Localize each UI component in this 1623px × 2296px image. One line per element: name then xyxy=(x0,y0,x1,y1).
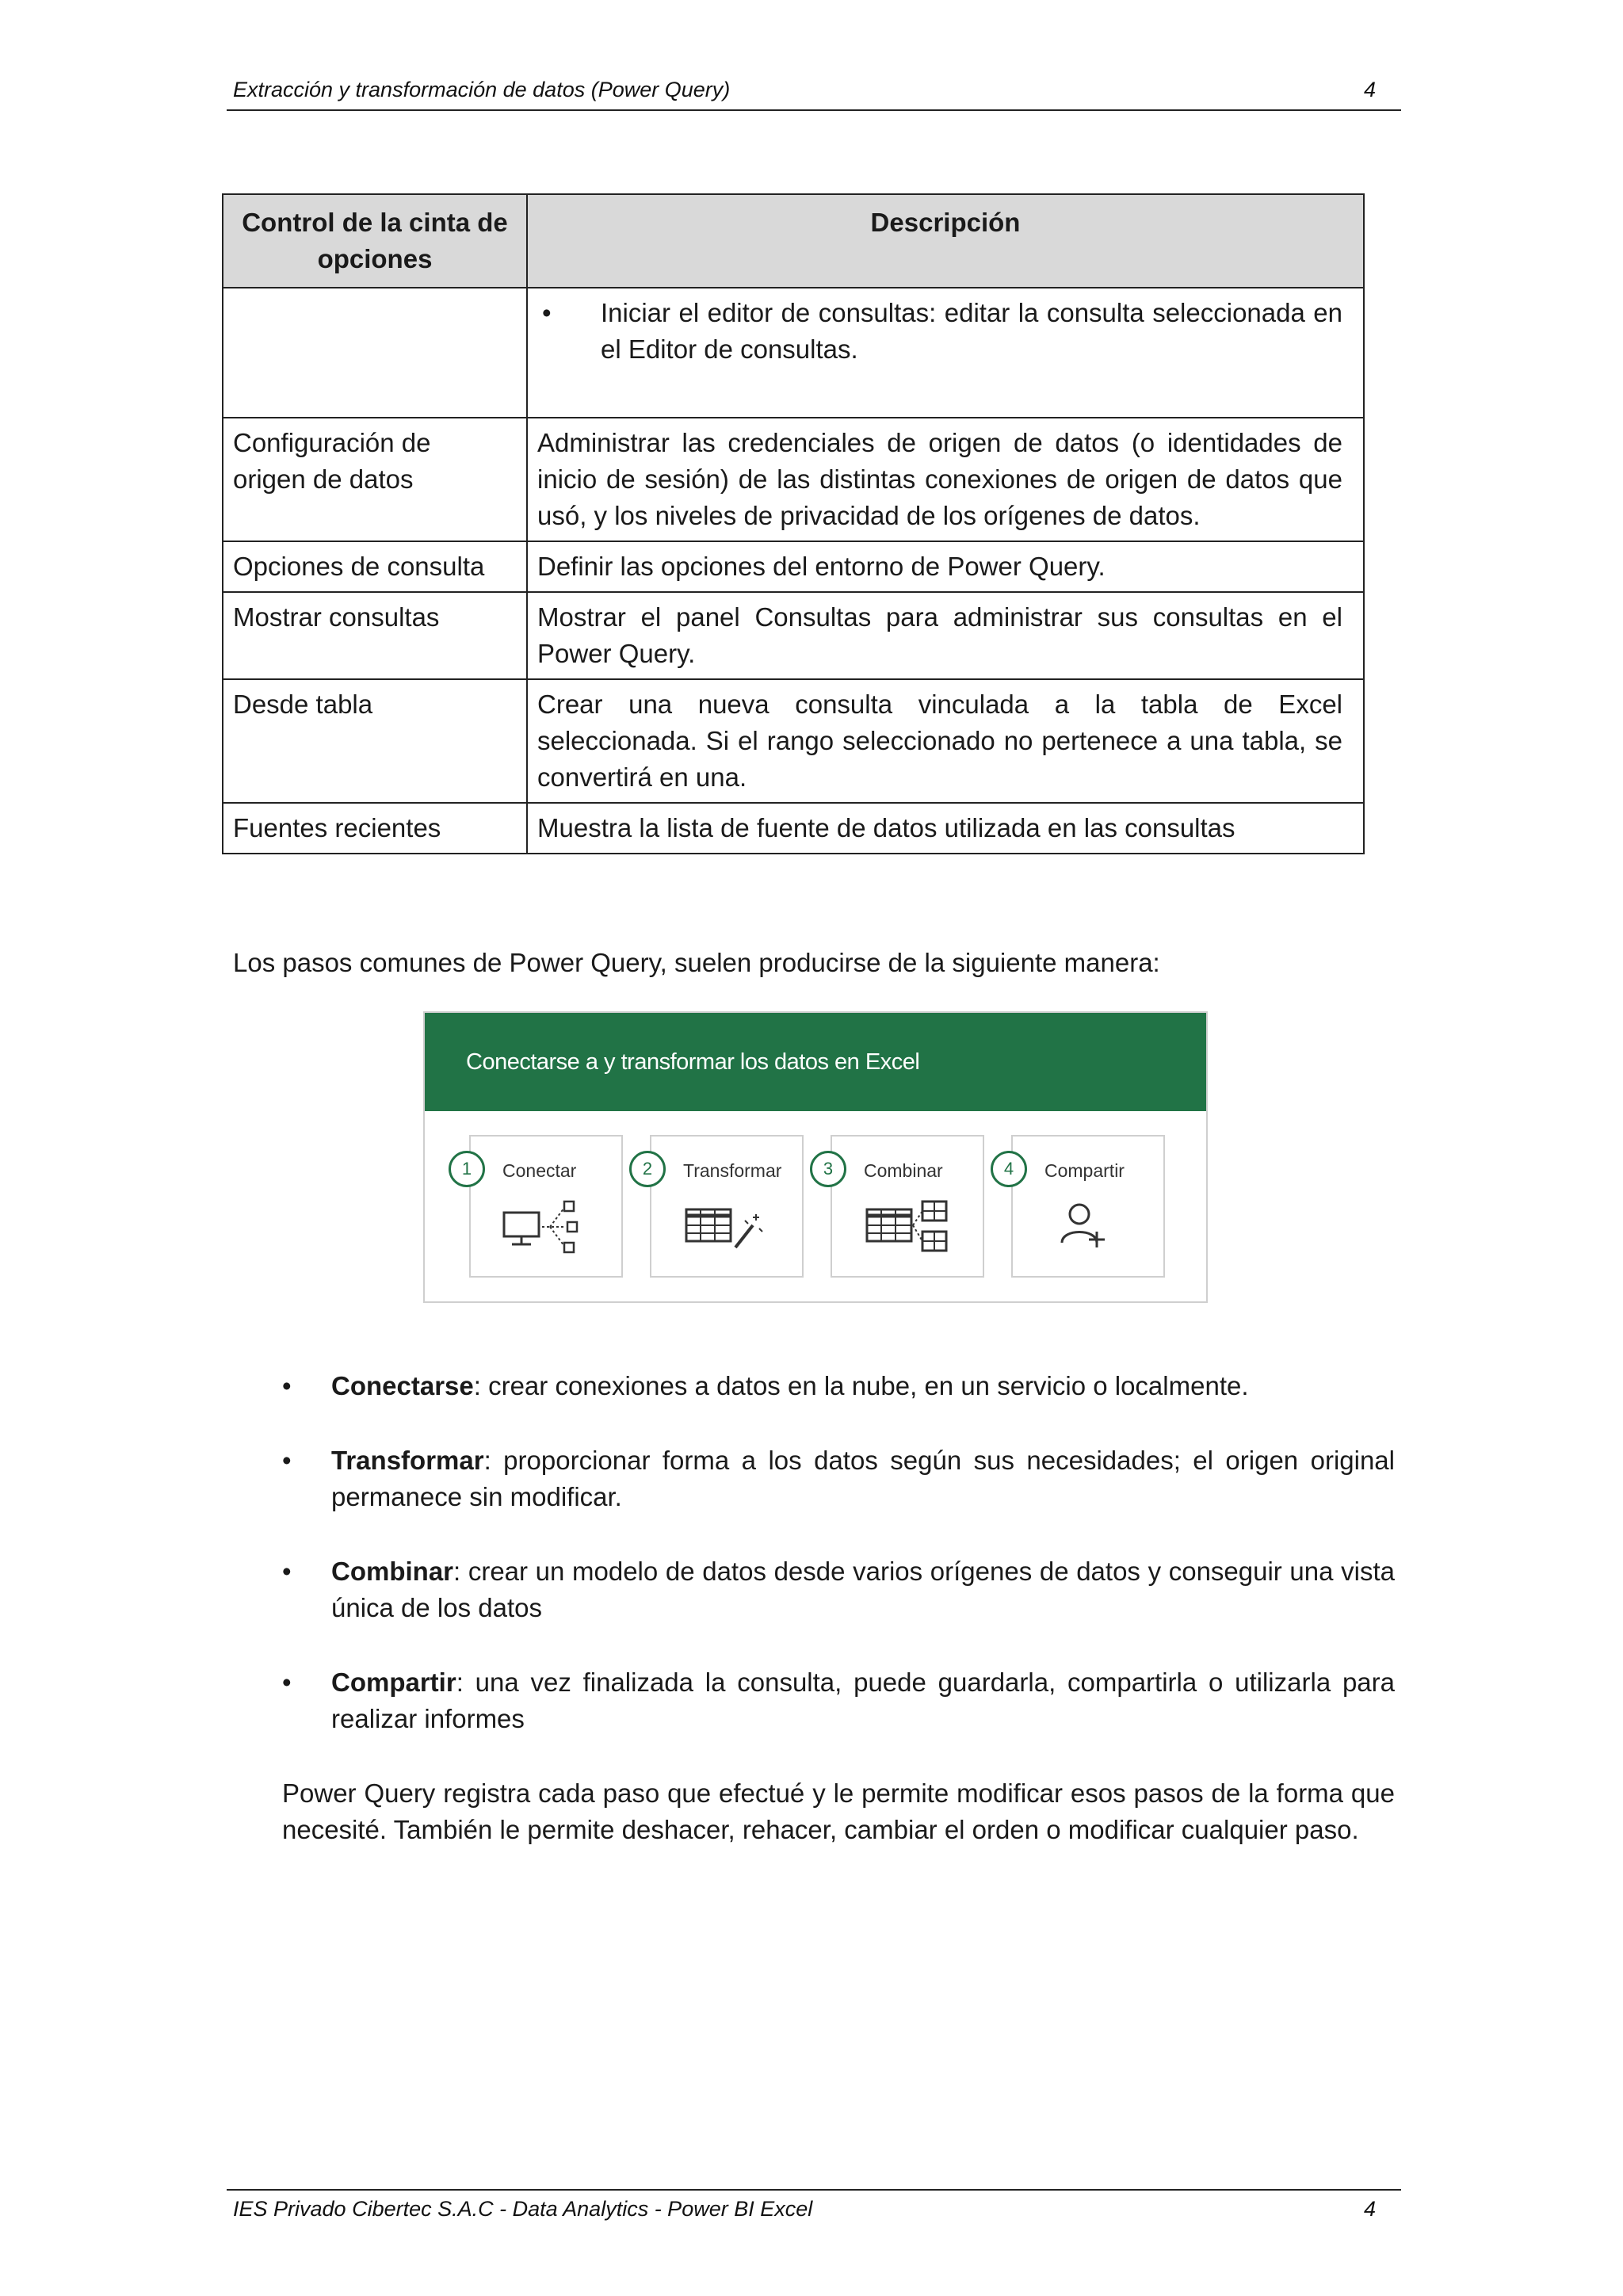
step-label: Combinar xyxy=(864,1160,943,1181)
list-item xyxy=(282,1553,1395,1626)
step-card-combine xyxy=(823,1135,984,1278)
step-number-badge: 4 xyxy=(991,1151,1027,1187)
table-cell-control: Desde tabla xyxy=(223,679,527,803)
share-icon xyxy=(1044,1198,1132,1262)
footer-title: IES Privado Cibertec S.A.C - Data Analytics - Power BI Excel xyxy=(233,2197,813,2221)
table-cell-description: Crear una nueva consulta vinculada a la tabla de Excel seleccionada. Si el rango seleccionado no pertenece a una tabla, se convertirá en una. xyxy=(527,679,1364,803)
step-label: Transformar xyxy=(683,1160,782,1181)
table-row xyxy=(223,288,1364,418)
list-item xyxy=(282,1368,1395,1404)
bullet-list xyxy=(282,1442,1395,1515)
bullet-text: : crear un modelo de datos desde varios orígenes de datos y conseguir una vista única de los datos xyxy=(331,1557,1395,1622)
bullet-dot: • xyxy=(282,1371,292,1400)
footer-page-number: 4 xyxy=(1363,2197,1376,2221)
page-footer xyxy=(227,2189,1401,2229)
table-cell-description: Mostrar el panel Consultas para administrar sus consultas en el Power Query. xyxy=(527,592,1364,679)
step-number-badge: 1 xyxy=(449,1151,485,1187)
bullet-text: : una vez finalizada la consulta, puede guardarla, compartirla o utilizarla para realizar informes xyxy=(331,1668,1395,1733)
column-header-control: Control de la cinta de opciones xyxy=(223,194,527,288)
bullet-term: Compartir xyxy=(331,1668,456,1697)
table-cell-description: Muestra la lista de fuente de datos utilizada en las consultas xyxy=(527,803,1364,854)
step-card-connect xyxy=(461,1135,623,1278)
bullet-list xyxy=(282,1664,1395,1737)
step-label: Conectar xyxy=(502,1160,577,1181)
table-cell-description xyxy=(527,288,1364,418)
header-title: Extracción y transformación de datos (Power Query) xyxy=(233,78,731,101)
header-page-number: 4 xyxy=(1363,78,1376,101)
table-cell-control: Mostrar consultas xyxy=(223,592,527,679)
bullet-dot: • xyxy=(282,1557,292,1586)
table-row xyxy=(223,541,1364,592)
bullet-dot: • xyxy=(282,1668,292,1697)
table-cell-control: Configuración de origen de datos xyxy=(223,418,527,541)
step-card-share xyxy=(1003,1135,1165,1278)
bullet-term: Transformar xyxy=(331,1446,484,1475)
table-cell-control: Opciones de consulta xyxy=(223,541,527,592)
bullet-term: Conectarse xyxy=(331,1371,474,1400)
bullet-term: Combinar xyxy=(331,1557,454,1586)
bullet-text: : proporcionar forma a los datos según sus necesidades; el origen original permanece sin modificar. xyxy=(331,1446,1395,1511)
step-card-transform xyxy=(642,1135,804,1278)
table-cell-description: Definir las opciones del entorno de Power Query. xyxy=(527,541,1364,592)
table-row xyxy=(223,679,1364,803)
figure-banner: Conectarse a y transformar los datos en Excel xyxy=(425,1013,1206,1111)
list-item xyxy=(282,1664,1395,1737)
bullet-list xyxy=(282,1368,1395,1404)
step-number-badge: 2 xyxy=(629,1151,666,1187)
step-number-badge: 3 xyxy=(810,1151,846,1187)
column-header-description: Descripción xyxy=(527,194,1364,288)
bullet-list xyxy=(282,1553,1395,1626)
transform-icon xyxy=(683,1198,770,1262)
table-row xyxy=(223,418,1364,541)
bullet-dot: • xyxy=(282,1446,292,1475)
list-item xyxy=(282,1442,1395,1515)
closing-paragraph: Power Query registra cada paso que efectué y le permite modificar esos pasos de la forma que necesité. También le permite deshacer, rehacer, cambiar el orden o modificar cualquier paso. xyxy=(282,1778,1395,1844)
power-query-steps-figure xyxy=(423,1011,1208,1303)
page-header xyxy=(227,78,1401,111)
bullet-text: : crear conexiones a datos en la nube, en un servicio o localmente. xyxy=(473,1371,1249,1400)
table-cell-control xyxy=(223,288,527,418)
intro-paragraph: Los pasos comunes de Power Query, suelen producirse de la siguiente manera: xyxy=(233,948,1160,977)
table-row xyxy=(223,803,1364,854)
combine-icon xyxy=(864,1198,951,1262)
table-header-row xyxy=(223,194,1364,288)
bullet-dot: • xyxy=(542,298,552,327)
step-label: Compartir xyxy=(1044,1160,1125,1181)
table-cell-description: Administrar las credenciales de origen de datos (o identidades de inicio de sesión) de las distintas conexiones de origen de datos que usó, y los niveles de privacidad de los orígenes de datos. xyxy=(527,418,1364,541)
table-cell-control: Fuentes recientes xyxy=(223,803,527,854)
connect-icon xyxy=(502,1198,590,1262)
table-row xyxy=(223,592,1364,679)
continuation-bullet-text: Iniciar el editor de consultas: editar la consulta seleccionada en el Editor de consultas. xyxy=(601,298,1342,364)
ribbon-controls-table xyxy=(222,193,1365,854)
